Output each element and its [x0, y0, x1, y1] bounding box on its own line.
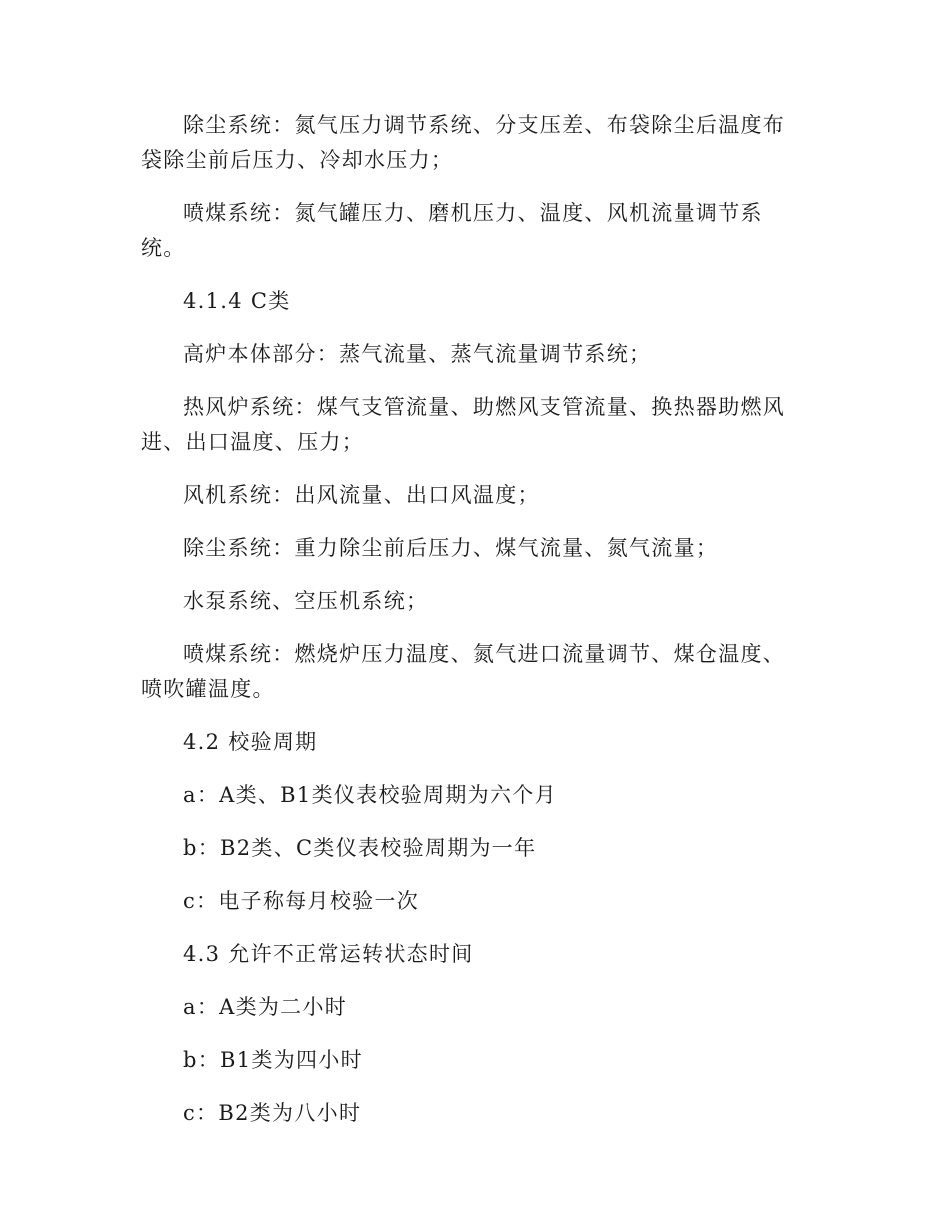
paragraph-fan-system: 风机系统：出风流量、出口风温度； [183, 483, 540, 507]
heading-4-2: 4.2 校验周期 [183, 730, 318, 754]
paragraph-coal-injection-c: 喷煤系统：燃烧炉压力温度、氮气进口流量调节、煤仓温度、喷吹罐温度。 [141, 642, 786, 701]
paragraph-pump-compressor: 水泵系统、空压机系统； [183, 589, 429, 613]
list-item-calibration-a: a：A类、B1类仪表校验周期为六个月 [183, 783, 557, 807]
list-item-calibration-b: b：B2类、C类仪表校验周期为一年 [183, 836, 537, 860]
paragraph-hot-blast-stove: 热风炉系统：煤气支管流量、助燃风支管流量、换热器助燃风进、出口温度、压力； [141, 395, 786, 454]
list-item-downtime-b: b：B1类为四小时 [183, 1048, 363, 1072]
list-item-calibration-c: c：电子称每月校验一次 [183, 889, 420, 913]
heading-4-3: 4.3 允许不正常运转状态时间 [183, 942, 474, 966]
heading-4-1-4: 4.1.4 C类 [183, 289, 291, 313]
paragraph-furnace-body: 高炉本体部分：蒸气流量、蒸气流量调节系统； [183, 342, 652, 366]
list-item-downtime-a: a：A类为二小时 [183, 995, 348, 1019]
list-item-downtime-c: c：B2类为八小时 [183, 1101, 362, 1125]
paragraph-dust-removal-c: 除尘系统：重力除尘前后压力、煤气流量、氮气流量； [183, 536, 719, 560]
paragraph-coal-injection-b: 喷煤系统：氮气罐压力、磨机压力、温度、风机流量调节系统。 [141, 201, 763, 260]
paragraph-dust-removal-b: 除尘系统：氮气压力调节系统、分支压差、布袋除尘后温度布袋除尘前后压力、冷却水压力； [141, 113, 786, 172]
document-body [141, 108, 801, 1131]
